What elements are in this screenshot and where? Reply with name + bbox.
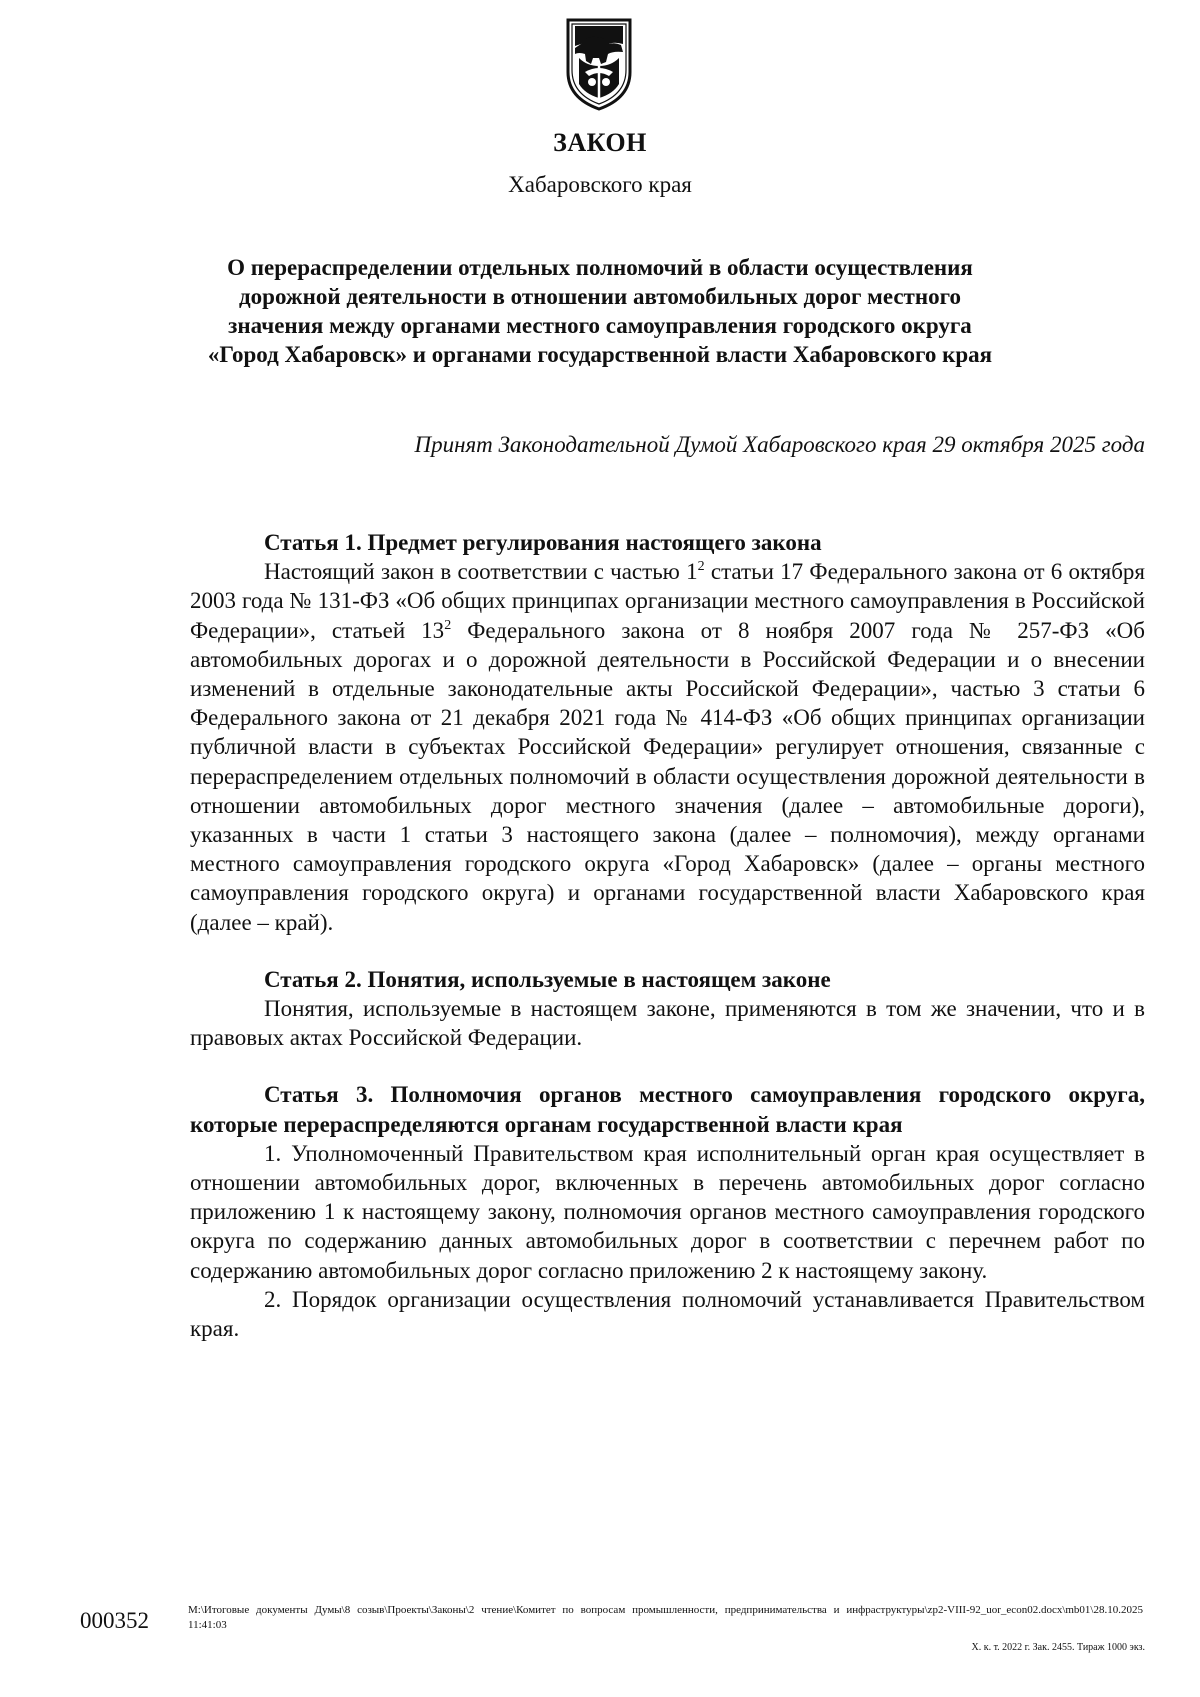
article-1-text-part-b: статьи 17 Федерального закона от 6 октября 2003 года № 131-ФЗ «Об общих принципах организации местного самоуправления в Российской Федерации», статьей 13 xyxy=(190,559,1145,643)
law-body xyxy=(190,528,1145,1343)
adoption-statement: Принят Законодательной Думой Хабаровского края 29 октября 2025 года xyxy=(414,432,1145,457)
superscript: 2 xyxy=(444,617,452,633)
article-1-heading: Статья 1. Предмет регулирования настоящего закона xyxy=(264,530,822,555)
article-3-heading: Статья 3. Полномочия органов местного самоуправления городского округа, которые перераспределяются органам государственной власти края xyxy=(190,1082,1145,1137)
article-1-text-part-c: Федерального закона от 8 ноября 2007 года № 257-ФЗ «Об автомобильных дорогах и о дорожной деятельности в Российской Федерации и о внесении изменений в отдельные законодательные акты Российской Федерации», частью 3 статьи 6 Федерального закона от 21 декабря 2021 года № 414-ФЗ «Об общих принципах организации публичной власти в субъектах Российской Федерации» регулирует отношения, связанные с перераспределением отдельных полномочий в области осуществления дорожной деятельности в отношении автомобильных дорог местного значения (далее – автомобильные дороги), указанных в части 1 статьи 3 настоящего закона (далее – полномочия), между органами местного самоуправления городского округа «Город Хабаровск» (далее – органы местного самоуправления городского округа) и органами государственной власти Хабаровского края (далее – край). xyxy=(190,617,1145,935)
article-1-text xyxy=(190,557,1145,937)
superscript: 2 xyxy=(697,559,705,575)
law-title: О перераспределении отдельных полномочий в области осуществления дорожной деятельности в отношении автомобильных дорог местного значения между органами местного самоуправления городского округа «Город Хабаровск» и органами государственной власти Хабаровского края xyxy=(207,255,993,367)
document-code: 000352 xyxy=(80,1608,149,1633)
law-region: Хабаровского края xyxy=(508,172,692,197)
article-2-text: Понятия, используемые в настоящем законе, применяются в том же значении, что и в правовых актах Российской Федерации. xyxy=(190,996,1145,1051)
article-1-text-part-a: Настоящий закон в соответствии с частью 1 xyxy=(264,559,698,585)
khabarovsk-coat-of-arms-icon xyxy=(563,14,635,112)
article-2-heading: Статья 2. Понятия, используемые в настоящем законе xyxy=(264,966,831,992)
article-3-paragraph-1: 1. Уполномоченный Правительством края исполнительный орган края осуществляет в отношении автомобильных дорог, включенных в перечень автомобильных дорог согласно приложению 1 к настоящему закону, полномочия органов местного самоуправления городского округа по содержанию данных автомобильных дорог в соответствии с перечнем работ по содержанию автомобильных дорог согласно приложению 2 к настоящему закону. xyxy=(190,1140,1145,1283)
file-path: M:\Итоговые документы Думы\8 созыв\Проекты\Законы\2 чтение\Комитет по вопросам промышленности, предпринимательства и инфраструктуры\zp2-VIII-92_uor_econ02.docx\mb01\28.10.2025 11:41:03 xyxy=(188,1604,1143,1631)
article-3-paragraph-2: 2. Порядок организации осуществления полномочий устанавливается Правительством края. xyxy=(190,1286,1145,1342)
print-info: Х. к. т. 2022 г. Зак. 2455. Тираж 1000 экз. xyxy=(971,1642,1145,1653)
law-type-heading: ЗАКОН xyxy=(553,128,647,157)
